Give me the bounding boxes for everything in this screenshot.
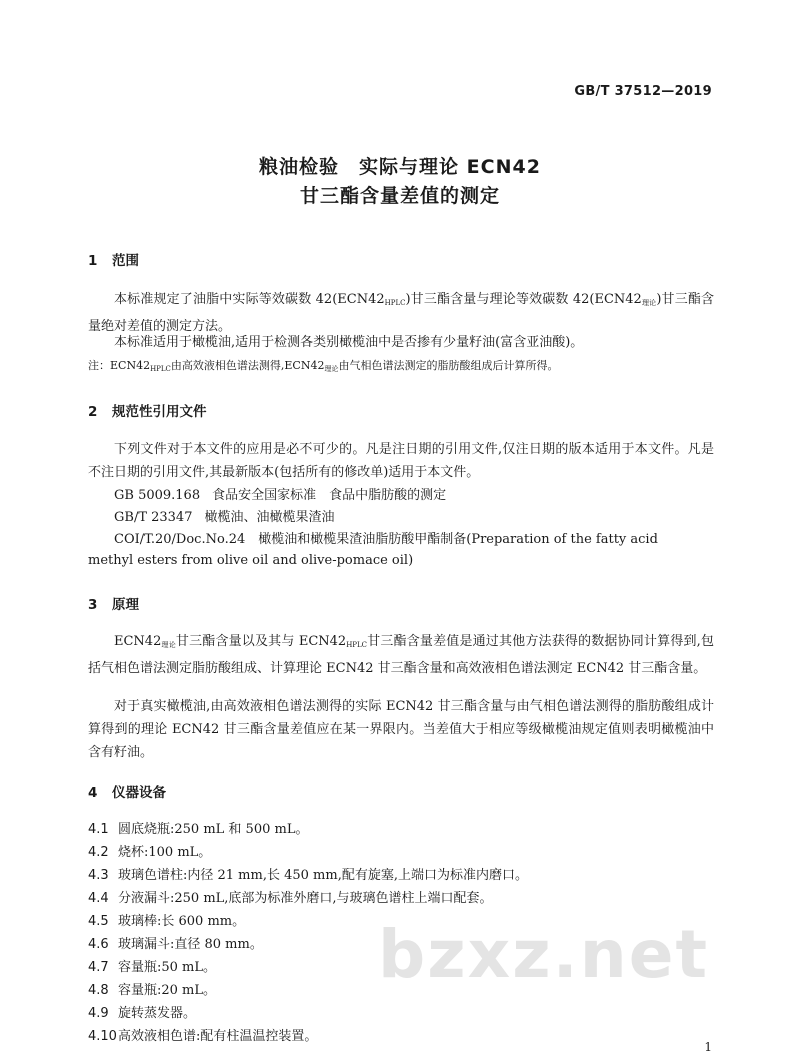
scope-note: 注：$ECN42_{HPLC}$由高效液相色谱法测得$,ECN42_{理论}$由气相色谱法测定的脂肪酸组成后计算所得。 <box>88 359 559 373</box>
scope-paragraph-2: 本标准适用于橄榄油,适用于检测各类别橄榄油中是否掺有少量籽油(富含亚油酸)。 <box>114 335 584 350</box>
section-title: 规范性引用文件 <box>112 404 207 420</box>
apparatus-item: 4.3 玻璃色谱柱:内径 21 mm,长 450 mm,配有旋塞,上端口为标准内磨口。 <box>88 868 528 883</box>
apparatus-item: 4.7 容量瓶:50 mL。 <box>88 960 217 975</box>
section-heading-scope <box>88 249 139 269</box>
section-number: 1 <box>88 253 98 269</box>
apparatus-item: 4.5 玻璃棒:长 600 mm。 <box>88 914 246 929</box>
section-heading-normative-references <box>88 400 207 420</box>
apparatus-item: 4.9 旋转蒸发器。 <box>88 1006 197 1021</box>
reference-item-continuation: methyl esters from olive oil and olive-pomace oil) <box>88 553 414 568</box>
section-title: 原理 <box>112 597 139 613</box>
reference-item: GB 5009.168 食品安全国家标准 食品中脂肪酸的测定 <box>114 488 447 503</box>
section-number: 4 <box>88 785 98 801</box>
apparatus-item: 4.4 分液漏斗:250 mL,底部为标准外磨口,与玻璃色谱柱上端口配套。 <box>88 891 493 906</box>
document-title-line2: 甘三酯含量差值的测定 <box>299 185 500 207</box>
section-title: 范围 <box>112 253 139 269</box>
principle-paragraph-2: 对于真实橄榄油,由高效液相色谱法测得的实际 ECN42 甘三酯含量与由气相色谱法测得的脂肪酸组成计算得到的理论 ECN42 甘三酯含量差值应在某一界限内。当差值大于相应等级橄榄油规定值则表明橄榄油中含有籽油。 <box>88 699 714 760</box>
apparatus-item: 4.10高效液相色谱:配有柱温温控装置。 <box>88 1029 318 1044</box>
apparatus-item: 4.2 烧杯:100 mL。 <box>88 845 212 860</box>
section-title: 仪器设备 <box>112 785 166 801</box>
apparatus-item: 4.6 玻璃漏斗:直径 80 mm。 <box>88 937 263 952</box>
reference-item: COI/T.20/Doc.No.24 橄榄油和橄榄果渣油脂肪酸甲酯制备(Preparation of the fatty acid <box>114 532 658 547</box>
apparatus-item: 4.1 圆底烧瓶:250 mL 和 500 mL。 <box>88 822 309 837</box>
page-number: 1 <box>704 1040 712 1054</box>
apparatus-item: 4.8 容量瓶:20 mL。 <box>88 983 217 998</box>
section-heading-principle <box>88 593 139 613</box>
reference-item: GB/T 23347 橄榄油、油橄榄果渣油 <box>114 510 335 525</box>
references-paragraph: 下列文件对于本文件的应用是必不可少的。凡是注日期的引用文件,仅注日期的版本适用于本文件。凡是不注日期的引用文件,其最新版本(包括所有的修改单)适用于本文件。 <box>88 442 714 480</box>
section-heading-apparatus <box>88 781 166 801</box>
scope-paragraph-1: 本标准规定了油脂中实际等效碳数 $42(ECN42_{HPLC})$甘三酯含量与理论等效碳数 $42(ECN42_{理论})$甘三酯含量绝对差值的测定方法。 <box>88 292 715 334</box>
principle-paragraph-1: $ECN42_{理论}$甘三酯含量以及其与 $ECN42_{HPLC}$甘三酯含量差值是通过其他方法获得的数据协同计算得到,包括气相色谱法测定脂肪酸组成、计算理论 ECN42 甘三酯含量和高效液相色谱法测定 ECN42 甘三酯含量。 <box>88 634 714 676</box>
document-title-line1: 粮油检验 实际与理论 ECN42 <box>259 156 541 178</box>
watermark: bzxz.net <box>378 916 710 993</box>
standard-number: GB/T 37512—2019 <box>574 84 712 99</box>
section-number: 3 <box>88 597 98 613</box>
section-number: 2 <box>88 404 98 420</box>
